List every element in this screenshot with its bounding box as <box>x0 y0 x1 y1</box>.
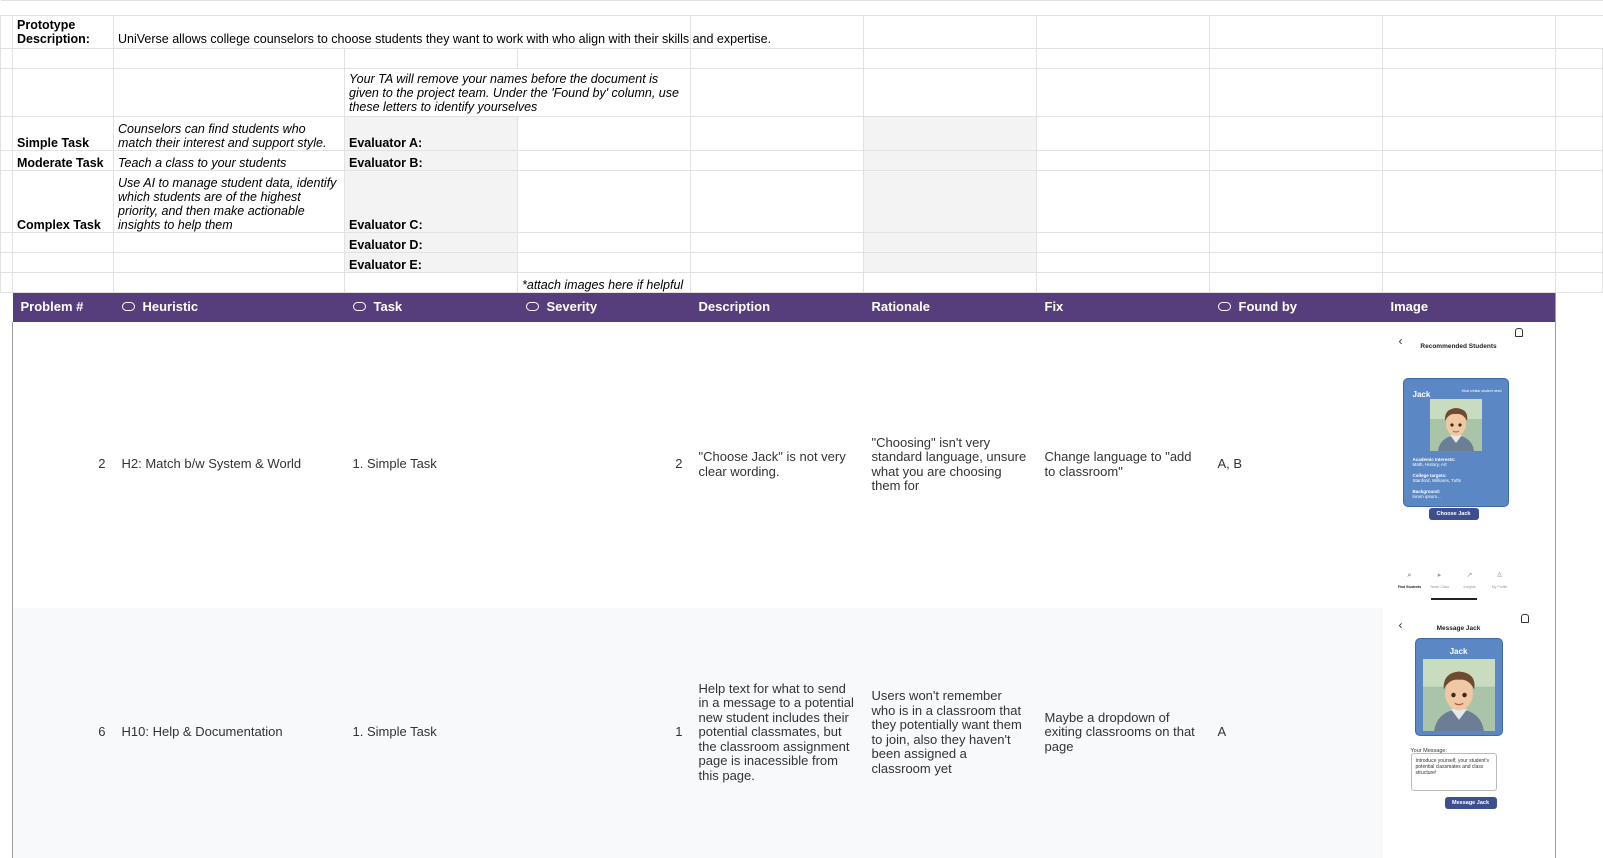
student-card <box>1403 378 1509 507</box>
header-severity[interactable]: Severity <box>518 293 691 322</box>
fix-cell[interactable]: Change language to "add to classroom" <box>1044 449 1192 479</box>
rationale-cell[interactable]: "Choosing" isn't very standard language, unsure what you are choosing them for <box>871 434 1027 493</box>
nav-teach-class: ▸ Teach Class <box>1429 571 1450 589</box>
recommended-students-screenshot <box>1389 322 1529 608</box>
heuristic-cell[interactable]: H10: Help & Documentation <box>114 608 345 858</box>
image-cell[interactable] <box>1383 322 1556 608</box>
found-by-cell[interactable]: A, B <box>1217 456 1243 472</box>
ta-note: Your TA will remove your names before the document is given to the project team. Under the 'Found by' column, use these letters to identify yourselves <box>345 69 691 117</box>
evaluator-a: Evaluator A: <box>345 117 518 151</box>
prototype-label: Prototype Description: <box>13 16 114 49</box>
dropdown-chip-icon[interactable] <box>526 302 539 311</box>
table-row <box>1 608 1603 858</box>
simple-task-text: Counselors can find students who match their interest and support style. <box>114 117 345 151</box>
mock-title: Message Jack <box>1436 624 1481 632</box>
problem-number[interactable]: 6 <box>13 608 114 858</box>
moderate-task-label: Moderate Task <box>13 151 114 171</box>
dropdown-chip-icon[interactable] <box>122 302 135 311</box>
heuristic-cell[interactable]: H2: Match b/w System & World <box>121 456 302 472</box>
evaluator-b: Evaluator B: <box>345 151 518 171</box>
header-rationale[interactable]: Rationale <box>864 293 1037 322</box>
header-image[interactable]: Image <box>1383 293 1556 322</box>
table-row <box>1 322 1603 608</box>
severity-cell[interactable]: 2 <box>675 456 683 472</box>
complex-task-label: Complex Task <box>13 171 114 233</box>
simple-task-label: Simple Task <box>13 117 114 151</box>
message-box: Introduce yourself, your student's potential classmates and class structure! <box>1411 753 1497 791</box>
student-avatar <box>1430 399 1482 451</box>
student-interests: Academic Interests: Math, History, Art <box>1412 456 1456 467</box>
header-found-by[interactable]: Found by <box>1210 293 1383 322</box>
header-heuristic[interactable]: Heuristic <box>114 293 345 322</box>
evaluator-c: Evaluator C: <box>345 171 518 233</box>
evaluator-e: Evaluator E: <box>345 253 518 273</box>
student-targets: College targets: Stanford, Williams, Tufts <box>1412 472 1462 483</box>
back-icon: ‹ <box>1398 333 1403 348</box>
found-by-cell[interactable]: A <box>1210 608 1383 858</box>
evaluator-d: Evaluator D: <box>345 233 518 253</box>
header-task[interactable]: Task <box>345 293 518 322</box>
message-jack-button: Message Jack <box>1445 797 1497 809</box>
task-cell[interactable]: 1. Simple Task <box>352 456 437 472</box>
message-label: Your Message: <box>1410 747 1447 754</box>
nav-find-students: ⌕ Find Students <box>1397 571 1422 589</box>
severity-cell[interactable]: 1 <box>518 608 691 858</box>
complex-task-text: Use AI to manage student data, identify which students are of the highest priority, and then make actionable insights to help them <box>114 171 345 233</box>
prototype-description: UniVerse allows college counselors to choose students they want to work with who align with their skills and expertise. <box>114 16 691 49</box>
fix-cell[interactable]: Maybe a dropdown of exiting classrooms on that page <box>1037 608 1210 858</box>
task-cell[interactable]: 1. Simple Task <box>345 608 518 858</box>
header-fix[interactable]: Fix <box>1037 293 1210 322</box>
description-cell[interactable]: "Choose Jack" is not very clear wording. <box>698 449 846 479</box>
dropdown-chip-icon[interactable] <box>353 302 366 311</box>
header-problem[interactable]: Problem # <box>13 293 114 322</box>
nav-indicator <box>1431 598 1477 600</box>
nav-insights: ↗ Insights <box>1463 571 1476 589</box>
dropdown-chip-icon[interactable] <box>1218 302 1231 311</box>
match-tag: Most similar student need <box>1461 388 1502 393</box>
message-jack-screenshot <box>1389 608 1529 858</box>
bottom-nav <box>1395 572 1515 595</box>
bell-icon <box>1515 328 1523 337</box>
choose-jack-button: Choose Jack <box>1429 508 1479 520</box>
header-description[interactable]: Description <box>691 293 864 322</box>
student-card <box>1415 638 1503 736</box>
student-name: Jack <box>1412 389 1431 399</box>
rationale-cell[interactable]: Users won't remember who is in a classroom that they potentially want them to join, also they haven't been assigned a classroom yet <box>864 608 1037 858</box>
student-name: Jack <box>1449 646 1468 656</box>
description-cell[interactable]: Help text for what to send in a message to a potential new student includes their potential classmates, but the classroom assignment page is inacessible from this page. <box>691 608 864 858</box>
mock-title: Recommended Students <box>1420 342 1497 350</box>
problem-number[interactable]: 2 <box>13 322 114 608</box>
back-icon: ‹ <box>1398 617 1403 632</box>
nav-my-profile: ♙ My Profile <box>1491 571 1508 589</box>
attach-note: *attach images here if helpful <box>518 273 691 293</box>
image-cell[interactable] <box>1383 608 1556 858</box>
student-avatar <box>1423 659 1495 731</box>
moderate-task-text: Teach a class to your students <box>114 151 345 171</box>
student-background: Background: lorum ipsum... <box>1412 488 1441 499</box>
